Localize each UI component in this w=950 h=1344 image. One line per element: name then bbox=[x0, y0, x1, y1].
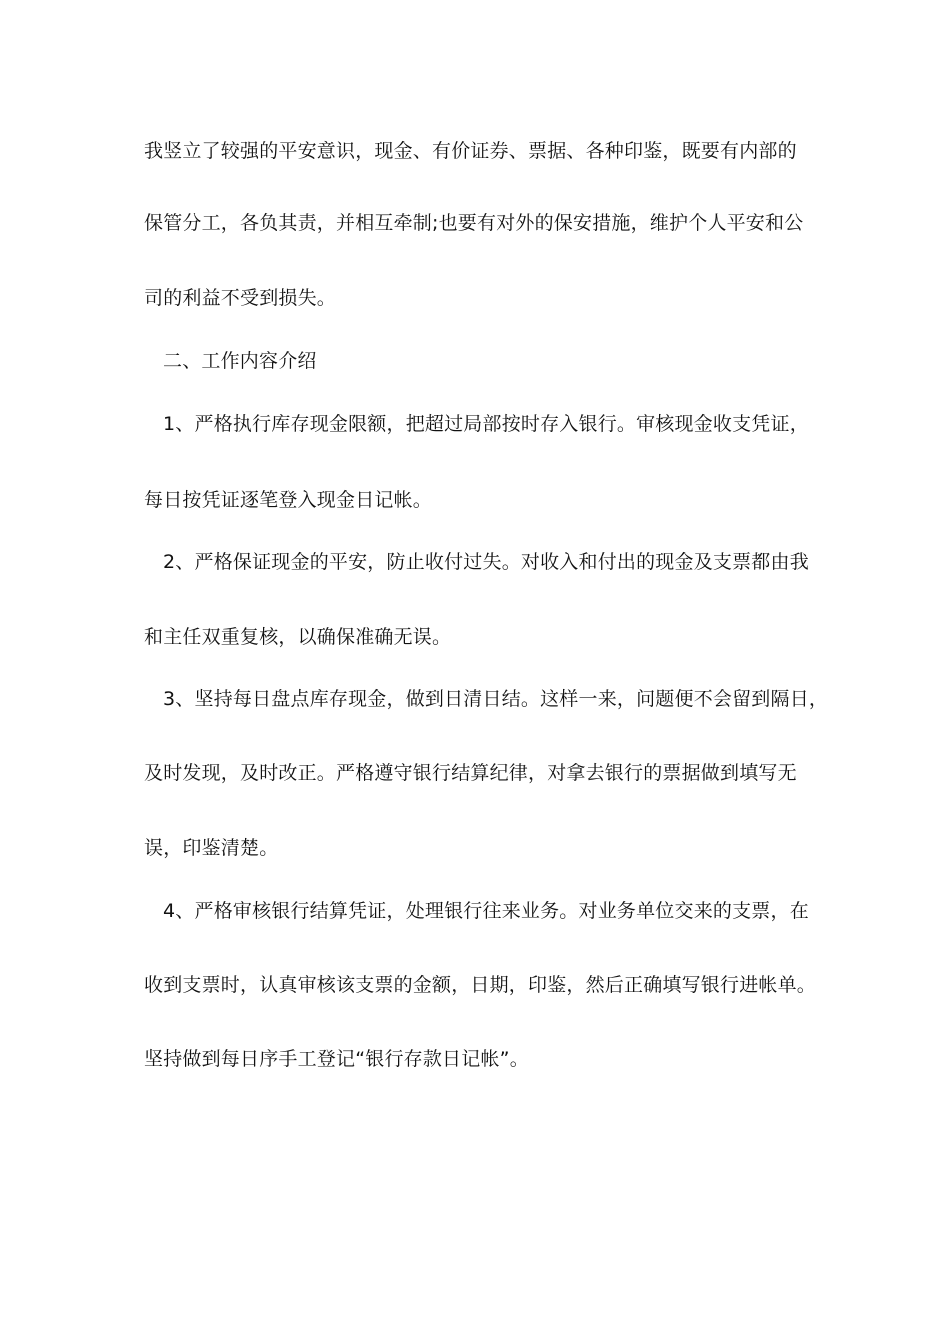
list-item-3-line: 误，印鉴清楚。 bbox=[144, 837, 279, 859]
list-item-3-line: 及时发现，及时改正。严格遵守银行结算纪律，对拿去银行的票据做到填写无 bbox=[144, 762, 797, 784]
list-item-1-line: 1、严格执行库存现金限额，把超过局部按时存入银行。审核现金收支凭证， bbox=[163, 413, 809, 435]
list-item-4-line: 4、严格审核银行结算凭证，处理银行往来业务。对业务单位交来的支票，在 bbox=[163, 900, 809, 922]
paragraph-line: 司的利益不受到损失。 bbox=[144, 287, 337, 309]
section-heading: 二、工作内容介绍 bbox=[163, 350, 317, 372]
list-item-2-line: 2、严格保证现金的平安，防止收付过失。对收入和付出的现金及支票都由我 bbox=[163, 551, 809, 573]
list-item-4-line: 收到支票时，认真审核该支票的金额，日期，印鉴，然后正确填写银行进帐单。 bbox=[144, 974, 817, 996]
list-item-1-line: 每日按凭证逐笔登入现金日记帐。 bbox=[144, 489, 433, 511]
list-item-4-line: 坚持做到每日序手工登记“银行存款日记帐”。 bbox=[144, 1048, 529, 1070]
paragraph-line: 保管分工，各负其责，并相互牵制;也要有对外的保安措施，维护个人平安和公 bbox=[144, 212, 804, 234]
paragraph-line: 我竖立了较强的平安意识，现金、有价证券、票据、各种印鉴，既要有内部的 bbox=[144, 140, 797, 162]
list-item-2-line: 和主任双重复核，以确保准确无误。 bbox=[144, 626, 452, 648]
list-item-3-line: 3、坚持每日盘点库存现金，做到日清日结。这样一来，问题便不会留到隔日， bbox=[163, 688, 829, 710]
